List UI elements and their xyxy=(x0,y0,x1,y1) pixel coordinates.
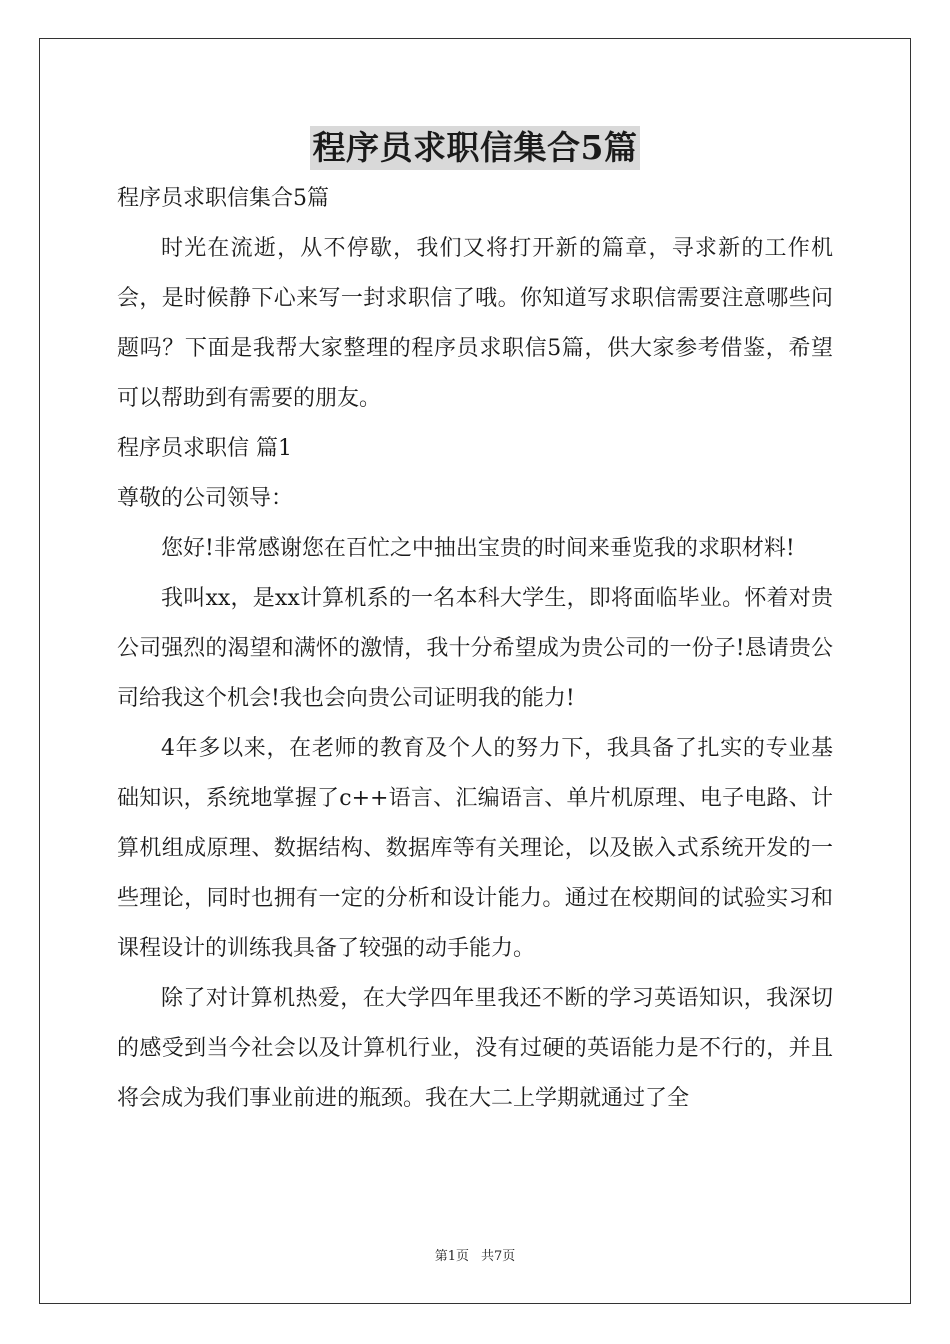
title-container xyxy=(0,126,950,170)
document-title: 程序员求职信集合5篇 xyxy=(310,126,641,170)
section-heading: 程序员求职信 篇1 xyxy=(117,436,292,461)
body-paragraph: 您好!非常感谢您在百忙之中抽出宝贵的时间来垂览我的求职材料! xyxy=(161,536,795,561)
body-paragraph: 我叫xx，是xx计算机系的一名本科大学生，即将面临毕业。怀着对贵公司强烈的渴望和满怀的激情，我十分希望成为贵公司的一份子!恳请贵公司给我这个机会!我也会向贵公司证明我的能力! xyxy=(117,586,833,711)
document-body xyxy=(117,174,833,1124)
intro-paragraph: 时光在流逝，从不停歇，我们又将打开新的篇章，寻求新的工作机会，是时候静下心来写一封求职信了哦。你知道写求职信需要注意哪些问题吗？下面是我帮大家整理的程序员求职信5篇，供大家参考借鉴，希望可以帮助到有需要的朋友。 xyxy=(117,236,833,411)
subtitle-line: 程序员求职信集合5篇 xyxy=(117,186,329,211)
body-paragraph: 除了对计算机热爱，在大学四年里我还不断的学习英语知识，我深切的感受到当今社会以及计算机行业，没有过硬的英语能力是不行的，并且将会成为我们事业前进的瓶颈。我在大二上学期就通过了全 xyxy=(117,986,833,1111)
page-number: 第1页 xyxy=(434,1249,469,1264)
body-paragraph: 4年多以来，在老师的教育及个人的努力下，我具备了扎实的专业基础知识，系统地掌握了c++语言、汇编语言、单片机原理、电子电路、计算机组成原理、数据结构、数据库等有关理论，以及嵌入式系统开发的一些理论，同时也拥有一定的分析和设计能力。通过在校期间的试验实习和课程设计的训练我具备了较强的动手能力。 xyxy=(117,736,833,961)
salutation: 尊敬的公司领导： xyxy=(117,486,294,511)
page-total: 共7页 xyxy=(481,1249,516,1264)
page-footer xyxy=(0,1247,950,1267)
